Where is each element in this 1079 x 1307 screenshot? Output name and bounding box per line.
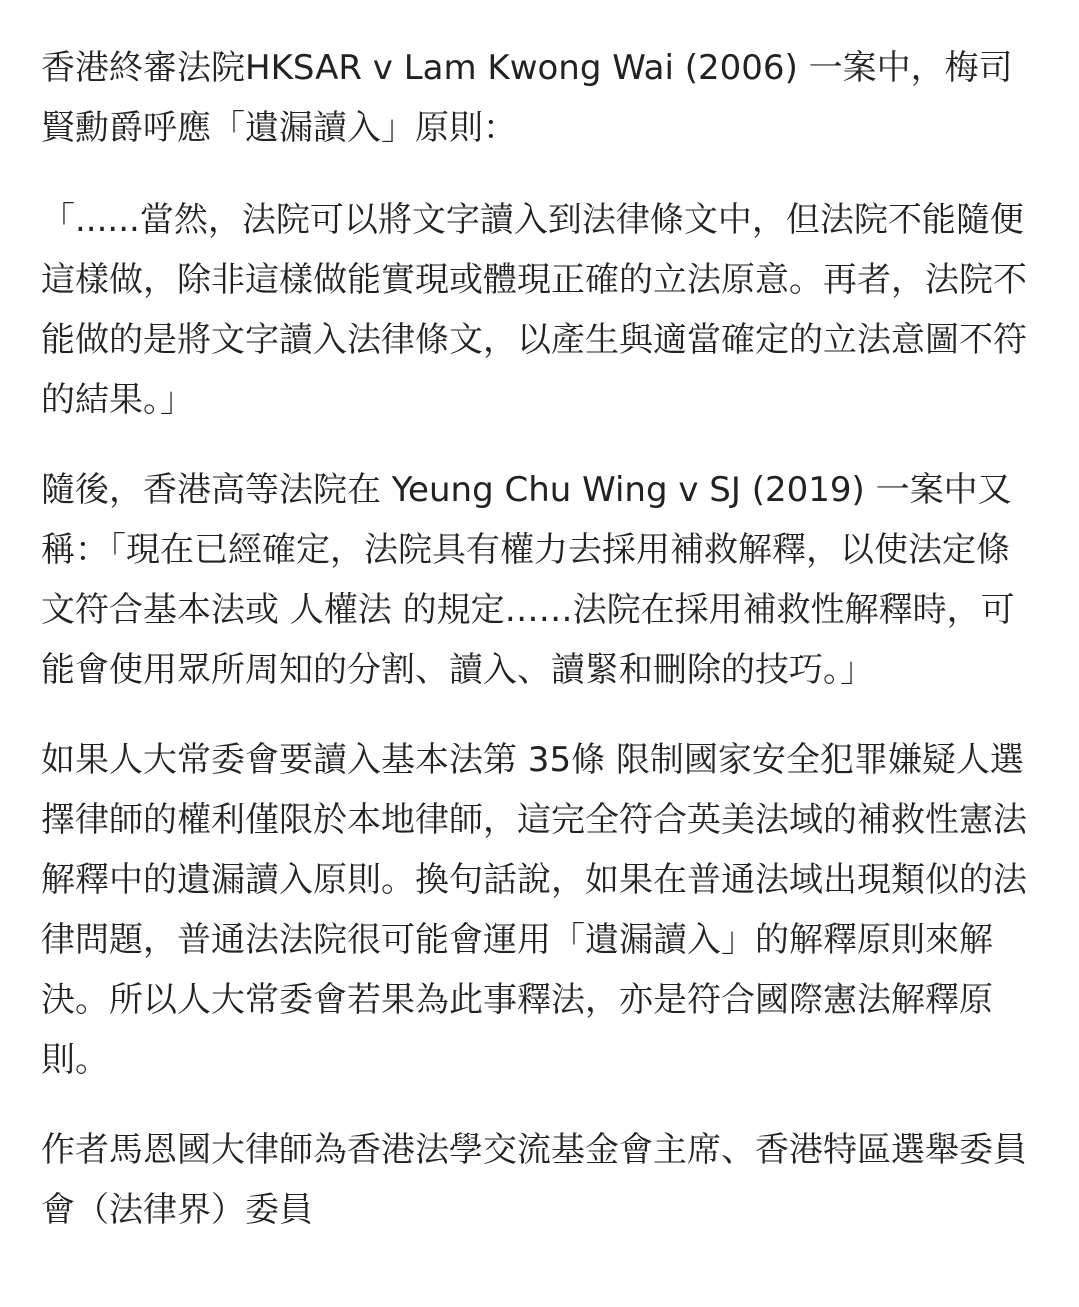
paragraph-quote-lam-kwong-wai: 「......當然，法院可以將文字讀入到法律條文中，但法院不能隨便這樣做，除非這樣做能實現或體現正確的立法原意。再者，法院不能做的是將文字讀入法律條文，以產生與適當確定的立法意圖不符的結果。」 [41, 200, 1027, 420]
paragraph-case-intro: 香港終審法院HKSAR v Lam Kwong Wai (2006) 一案中，梅司賢勳爵呼應「遺漏讀入」原則： [41, 48, 1013, 148]
paragraph-author-bio: 作者馬恩國大律師為香港法學交流基金會主席、香港特區選舉委員會（法律界）委員 [41, 1130, 1027, 1230]
paragraph-npcsc-interpretation: 如果人大常委會要讀入基本法第 35條 限制國家安全犯罪嫌疑人選擇律師的權利僅限於本地律師，這完全符合英美法域的補救性憲法解釋中的遺漏讀入原則。換句話說，如果在普通法域出現類似的法律問題，普通法法院很可能會運用「遺漏讀入」的解釋原則來解決。所以人大常委會若果為此事釋法，亦是符合國際憲法解釋原則。 [41, 740, 1027, 1080]
paragraph-yeung-chu-wing: 隨後，香港高等法院在 Yeung Chu Wing v SJ (2019) 一案中又稱：「現在已經確定，法院具有權力去採用補救解釋，以使法定條文符合基本法或 人權法 的規定……法院在採用補救性解釋時，可能會使用眾所周知的分割、讀入、讀緊和刪除的技巧。」 [41, 470, 1015, 690]
article-body [41, 38, 1041, 1240]
